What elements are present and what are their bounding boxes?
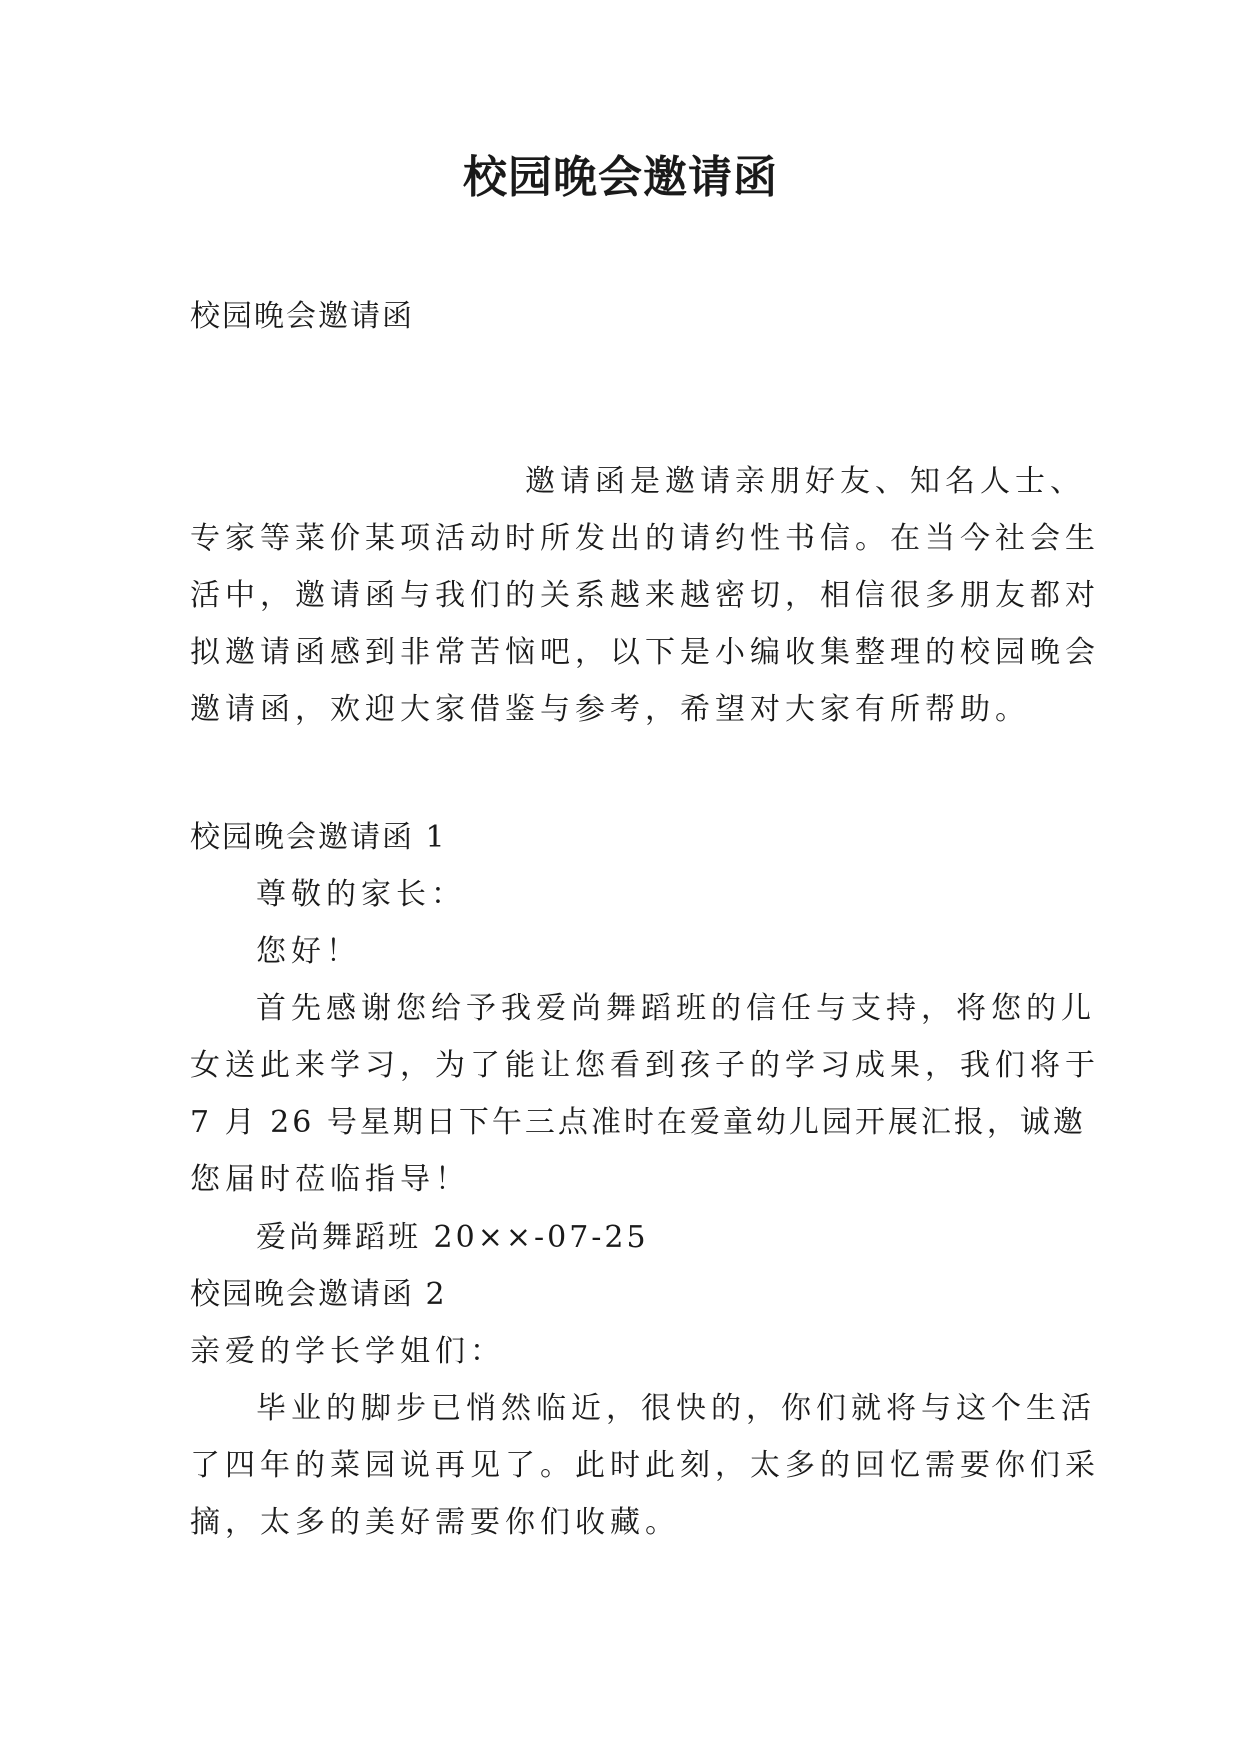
letter1-body-line: 女送此来学习，为了能让您看到孩子的学习成果，我们将于 bbox=[190, 1048, 1100, 1083]
intro-line: 邀请函是邀请亲朋好友、知名人士、 bbox=[525, 464, 1085, 499]
letter1-signature: 爱尚舞蹈班 20××-07-25 bbox=[256, 1220, 649, 1255]
letter2-salutation: 亲爱的学长学姐们： bbox=[190, 1334, 505, 1369]
letter2-body-line: 毕业的脚步已悄然临近，很快的，你们就将与这个生活 bbox=[256, 1391, 1096, 1426]
intro-line: 活中，邀请函与我们的关系越来越密切，相信很多朋友都对 bbox=[190, 578, 1100, 613]
letter2-body-line: 摘，太多的美好需要你们收藏。 bbox=[190, 1505, 680, 1540]
letter1-greeting: 您好！ bbox=[256, 934, 361, 969]
letter2-heading: 校园晚会邀请函 2 bbox=[190, 1277, 447, 1312]
intro-line: 邀请函，欢迎大家借鉴与参考，希望对大家有所帮助。 bbox=[190, 692, 1030, 727]
letter1-heading: 校园晚会邀请函 1 bbox=[190, 820, 447, 855]
intro-line: 专家等菜价某项活动时所发出的请约性书信。在当今社会生 bbox=[190, 521, 1100, 556]
letter1-body-line: 7 月 26 号星期日下午三点准时在爱童幼儿园开展汇报，诚邀 bbox=[190, 1105, 1086, 1140]
document-subtitle: 校园晚会邀请函 bbox=[190, 299, 414, 334]
intro-line: 拟邀请函感到非常苦恼吧，以下是小编收集整理的校园晚会 bbox=[190, 635, 1100, 670]
document-title: 校园晚会邀请函 bbox=[463, 152, 778, 203]
letter2-body-line: 了四年的菜园说再见了。此时此刻，太多的回忆需要你们采 bbox=[190, 1448, 1100, 1483]
letter1-body-line: 首先感谢您给予我爱尚舞蹈班的信任与支持，将您的儿 bbox=[256, 991, 1096, 1026]
letter1-salutation: 尊敬的家长： bbox=[256, 877, 466, 912]
letter1-body-line: 您届时莅临指导！ bbox=[190, 1162, 470, 1197]
